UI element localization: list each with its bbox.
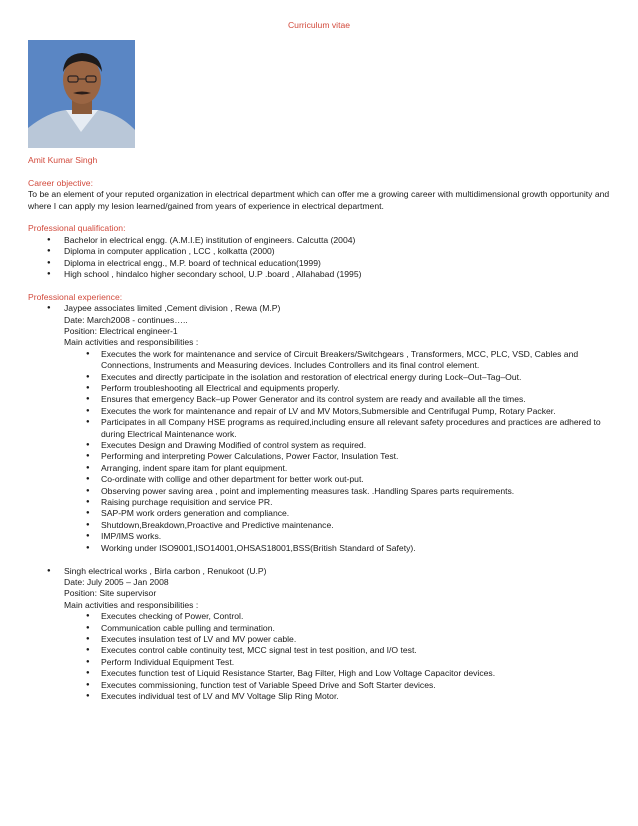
responsibility-item: ● Perform Individual Equipment Test. xyxy=(28,657,624,668)
employment-date: Date: July 2005 – Jan 2008 xyxy=(64,576,169,587)
responsibility-item: ● Perform troubleshooting all Electrical and equipments properly. xyxy=(28,383,624,394)
responsibility-item: ● Executes control cable continuity test, MCC signal test in test position, and I/O test. xyxy=(28,645,624,656)
job-position: Position: Site supervisor xyxy=(64,588,157,599)
experience-heading: Professional experience: xyxy=(28,291,123,302)
responsibility-item: ● Shutdown,Breakdown,Proactive and Predictive maintenance. xyxy=(28,520,624,531)
responsibility-item: ● Communication cable pulling and termination. xyxy=(28,623,624,634)
responsibility-item: ● SAP-PM work orders generation and compliance. xyxy=(28,508,624,519)
responsibility-item: ● Observing power saving area , point and implementing measures task. .Handling Spares parts requirements. xyxy=(28,486,624,497)
responsibility-item: ● Executes insulation test of LV and MV power cable. xyxy=(28,634,624,645)
candidate-name: Amit Kumar Singh xyxy=(28,155,98,165)
responsibility-item: ● Executes function test of Liquid Resistance Starter, Bag Filter, High and Low Voltage Capacitor devices. xyxy=(28,668,624,679)
responsibility-item: ● Raising purchage requisition and service PR. xyxy=(28,497,624,508)
experience-list xyxy=(28,303,624,349)
responsibility-item: ● Executes individual test of LV and MV Voltage Slip Ring Motor. xyxy=(28,691,624,702)
responsibility-item: ● IMP/IMS works. xyxy=(28,531,624,542)
career-objective-heading: Career objective: xyxy=(28,177,93,188)
job-position: Position: Electrical engineer-1 xyxy=(64,325,178,336)
responsibility-list xyxy=(28,349,624,554)
experience-list xyxy=(28,566,624,612)
responsibilities-label: Main activities and responsibilities : xyxy=(64,337,199,348)
responsibility-item: ● Performing and interpreting Power Calculations, Power Factor, Insulation Test. xyxy=(28,451,624,462)
responsibility-item: ● Ensures that emergency Back–up Power Generator and its control system are ready and available all the times. xyxy=(28,394,624,405)
responsibility-item: ● Executes and directly participate in the isolation and restoration of electrical energy during Lock–Out–Tag–Out. xyxy=(28,372,624,383)
company-name: ● Jaypee associates limited ,Cement division , Rewa (M.P) xyxy=(64,303,281,314)
responsibility-item: ● Working under ISO9001,ISO14001,OHSAS18001,BSS(British Standard of Safety). xyxy=(28,543,624,554)
qualification-item: ● High school , hindalco higher secondary school, U.P .board , Allahabad (1995) xyxy=(28,269,624,280)
responsibility-item: ● Executes the work for maintenance and repair of LV and MV Motors,Submersible and Centrifugal Pump, Rotary Packer. xyxy=(28,406,624,417)
experience-entry xyxy=(28,566,624,612)
document-title: Curriculum vitae xyxy=(287,20,351,30)
responsibility-item: ● Executes commissioning, function test of Variable Speed Drive and Soft Starter devices. xyxy=(28,680,624,691)
responsibility-list xyxy=(28,611,624,702)
responsibility-item: ● Arranging, indent spare itam for plant equipment. xyxy=(28,463,624,474)
qualification-item: ● Diploma in electrical engg., M.P. board of technical education(1999) xyxy=(28,258,624,269)
responsibilities-label: Main activities and responsibilities : xyxy=(64,599,199,610)
responsibility-item: ● Executes the work for maintenance and service of Circuit Breakers/Switchgears , Transformers, MCC, PLC, VSD, Cables and Connections, Instruments and Measuring devices. Includes Controllers and its final control element. xyxy=(28,349,624,372)
qualification-item: ● Bachelor in electrical engg. (A.M.I.E) institution of engineers. Calcutta (2004) xyxy=(28,235,624,246)
qualification-heading: Professional qualification: xyxy=(28,223,126,234)
responsibility-item: ● Executes Design and Drawing Modified of control system as required. xyxy=(28,440,624,451)
resume-content xyxy=(28,155,624,702)
career-objective-text: To be an element of your reputed organization in electrical department which can offer me a growing career with multidimensional growth opportunity and where I can apply my lesion learned/gained from years of experience in electrical department. xyxy=(28,189,610,211)
responsibility-item: ● Co-ordinate with collige and other department for better work out-put. xyxy=(28,474,624,485)
company-name: ● Singh electrical works , Birla carbon , Renukoot (U.P) xyxy=(64,565,267,576)
profile-photo xyxy=(28,40,135,148)
experience-entry xyxy=(28,303,624,349)
qualification-list xyxy=(28,235,624,281)
employment-date: Date: March2008 - continues….. xyxy=(64,314,188,325)
responsibility-item: ● Executes checking of Power, Control. xyxy=(28,611,624,622)
qualification-item: ● Diploma in computer application , LCC , kolkatta (2000) xyxy=(28,246,624,257)
responsibility-item: ● Participates in all Company HSE programs as required,including ensure all relevant safety procedures and practices are adhered to during Electrical Maintenance work. xyxy=(28,417,624,440)
